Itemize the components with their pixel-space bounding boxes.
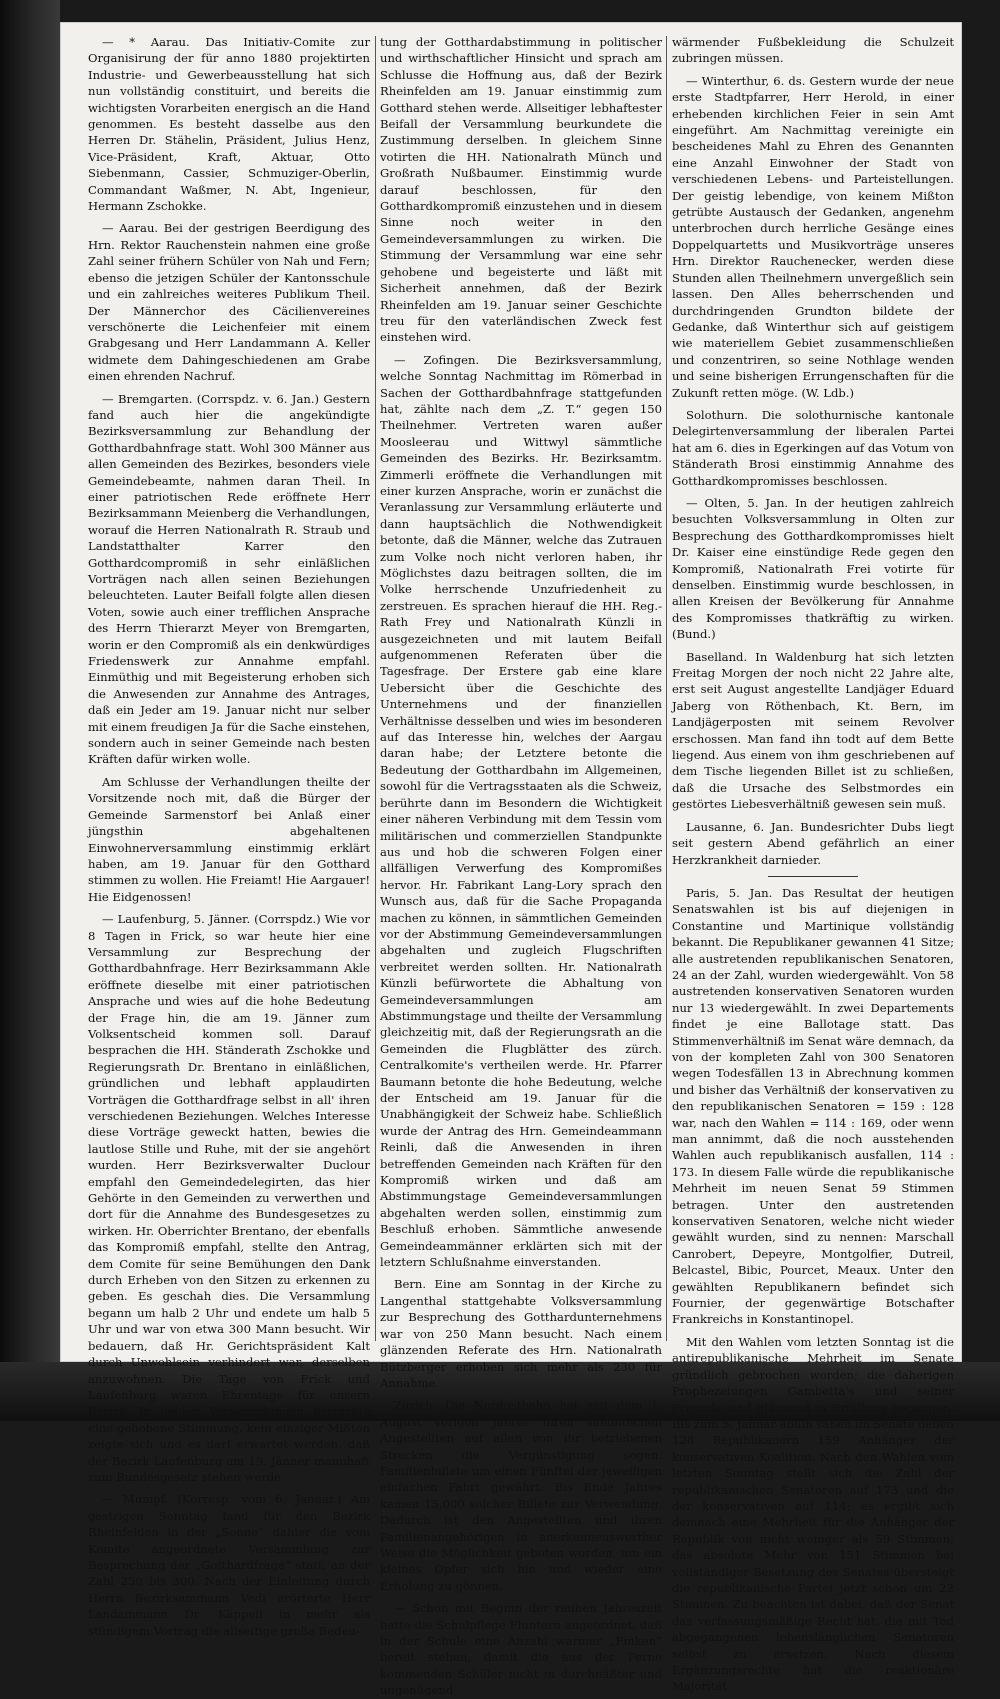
column-3 (672, 34, 954, 1694)
article-olten: — Olten, 5. Jan. In der heutigen zahlreich besuchten Volksversammlung in Olten zur Besprechung des Gotthardkompromisses hielt Dr. Kaiser eine einstündige Rede gegen den Kompromiß, Nationalrath Frei votirte für denselben. Einstimmig wurde beschlossen, in allen Kreisen der Bevölkerung für Annahme des Kompromisses thatkräftig zu wirken. (Bund.) (672, 495, 954, 642)
article-paris: Paris, 5. Jan. Das Resultat der heutigen Senatswahlen ist bis auf diejenigen in Constantine und Martinique vollständig bekannt. Die Republikaner gewannen 41 Sitze; alle austretenden republikanischen Senatoren, 24 an der Zahl, wurden wiedergewählt. Von 58 austretenden konservativen Senatoren wurden nur 13 wiedergewählt. In zwei Departements findet je eine Ballotage statt. Das Stimmenverhältniß im Senat wäre demnach, da von der kompleten Zahl von 300 Senatoren wegen Todesfällen 13 in Abrechnung kommen und bisher das Verhältniß der konservativen zu den republikanischen Senatoren = 159 : 128 war, nach den Wahlen = 114 : 169, oder wenn man annimmt, daß die noch ausstehenden Wahlen auch republikanisch ausfallen, 114 : 173. In diesem Falle würde die republikanische Mehrheit im neuen Senat 59 Stimmen betragen. Unter den austretenden konservativen Senatoren, welche nicht wieder gewählt wurden, sind zu nennen: Marschall Canrobert, Depeyre, Montgolfier, Dutreil, Belcastel, Bibic, Pourcet, Meaux. Unter den gewählten Republikanern befindet sich Fournier, der gegenwärtige Botschafter Frankreichs in Konstantinopel. (672, 885, 954, 1327)
article-bern: Bern. Eine am Sonntag in der Kirche zu Langenthal stattgehabte Volksversammlung zur Besprechung des Gotthardunternehmens war von 250 Mann besucht. Nach einem glänzenden Referate des Hrn. Nationalrath Bützberger erhoben sich mehr als 230 für Annahme. (380, 1277, 662, 1390)
article-fluntern-continued: wärmender Fußbekleidung die Schulzeit zubringen müssen. (672, 35, 954, 66)
article-mumpf-continued: tung der Gotthardabstimmung in politischer und wirthschaftlicher Hinsicht und sprach am Schlusse die Hoffnung aus, daß der Bezirk Rheinfelden am 19. Januar einstimmig zum Gotthard stehen werde. Allseitiger lebhaftester Beifall der Versammlung beurkundete die Zustimmung derselben. In gleichem Sinne votirten die HH. Nationalrath Münch und Großrath Nußbaumer. Einstimmig wurde darauf beschlossen, für den Gotthardkompromiß einzustehen und in diesem Sinne noch weiter in den Gemeindeversammlungen zu wirken. Die Stimmung der Versammlung war eine sehr gehobene und begeisterte und läßt mit Sicherheit annehmen, daß der Bezirk Rheinfelden am 19. Januar seiner Geschichte treu für den vaterländischen Zweck fest einstehen wird. (380, 35, 662, 345)
article-aarau-beerdigung: — Aarau. Bei der gestrigen Beerdigung des Hrn. Rektor Rauchenstein nahmen eine große Zahl seiner frühern Schüler von Nah und Fern; ebenso die jetzigen Schüler der Kantonsschule und ein zahlreiches weiteres Publikum Theil. Der Männerchor des Cäcilienvereines verschönerte die Leichenfeier mit einem Grabgesang und Herr Landammann A. Keller widmete dem Dahingeschiedenen am Grabe einen ehrenden Nachruf. (88, 221, 370, 384)
column-rule-2 (666, 36, 667, 1341)
article-paris-senat: Mit den Wahlen vom letzten Sonntag ist die antirepublikanische Mehrheit im Senate gründlich gebrochen worden; die daherigen Prophezeiungen Gambetta's und seiner Freunde sind glänzend in Erfüllung gegangen. Bis zum 5. Januar abhin saßen im Senate neben 128 Republikanern 159 Anhänger der konservativen Koalition. Nach den Wahlen vom letzten Sonntag stellt sich die Zahl der republikanischen Senatoren auf 173 und die der konservativen auf 114; es ergibt sich demnach eine Mehrheit für die Anhänger der Republik von nicht weniger als 59 Stimmen; das absolute Mehr von 151 Stimmen bei vollständiger Besetzung des Senates übersteigt die republikanische Partei jetzt schon um 22 Stimmen. Zu beachten ist dabei, daß der Senat das verfassungsmäßige Recht hat, die mit Tod abgegangenen lebenslänglichen Senatoren selbst zu ersetzen. Nach diesem Ergänzungsrechte hat die reaktionäre Majorität (672, 1334, 954, 1694)
article-aarau-ausstellung: — * Aarau. Das Initiativ-Comite zur Organisirung der für anno 1880 projektirten Industrie- und Gewerbeausstellung hat sich nun vollständig constituirt, und bereits die wichtigsten Vorarbeiten energisch an die Hand genommen. Es besteht dasselbe aus den Herren Dr. Stähelin, Präsident, Julius Henz, Vice-Präsident, Kraft, Aktuar, Otto Siebenmann, Cassier, Schmuziger-Oberlin, Commandant Waßmer, N. Abt, Ingenieur, Hermann Zschokke. (88, 35, 370, 214)
column-1 (88, 34, 370, 1638)
article-laufenburg: — Laufenburg, 5. Jänner. (Corrspdz.) Wie vor 8 Tagen in Frick, so war heute hier eine Versammlung zur Besprechung der Gotthardbahnfrage. Herr Bezirksammann Akle eröffnete dieselbe mit einer patriotischen Ansprache und wies auf die hohe Bedeutung der Frage hin, die am 19. Jänner zum Volksentscheid kommen soll. Darauf besprachen die HH. Ständerath Zschokke und Regierungsrath Dr. Brentano in einläßlichen, gründlichen und lebhaft applaudirten Vorträgen die Gotthardfrage selbst in all' ihren verschiedenen Beziehungen. Welches Interesse diese Vorträge geweckt hatten, bewies die lautlose Stille und Ruhe, mit der sie angehört wurden. Herr Bezirksverwalter Duclour empfahl den Gemeindedelegirten, das hier Gehörte in den Gemeinden zu verwerthen und dort für die Annahme des Bundesgesetzes zu wirken. Hr. Oberrichter Brentano, der ebenfalls das Kompromiß empfahl, stellte den Antrag, dem Comite für seine Bemühungen den Dank durch Erheben von den Sitzen zu erkennen zu geben. Es geschah dies. Die Versammlung begann um halb 2 Uhr und endete um halb 5 Uhr und war von etwa 300 Mann besucht. Wir bedauern, daß Hr. Gerichtspräsident Kalt durch Unwohlsein verhindert war, derselben anzuwohnen. Die Tage von Frick und Laufenburg waren Ehrentage für unsern Bezirk. In beiden Versammlungen herrschte eine gehobene Stimmung, kein einziger Mißton zeigte sich und es darf erwartet werden, daß der Bezirk Laufenburg am 19. Jänner mannhaft zum Bundesgesetz stehen werde. (88, 912, 370, 1484)
article-fluntern: — Schon mit Beginn der rauhen Jahreszeit hatte die Schulpflege Fluntern angeordnet, daß in der Schule eine Anzahl warmer „Finken“ bereit stehen, damit die aus der Ferne kommenden Schüler nicht in durchnäßter und ungenügend (380, 1601, 662, 1698)
column-rule-1 (375, 36, 376, 1341)
article-mumpf: — Mumpf. (Korresp. vom 6. Januar.) Am gestrigen Sonntag fand für den Bezirk Rheinfelden in der „Sonne“ dahier die vom Komite angeordnete Versammlung zur Besprechung der „Gotthardfrage“ statt, an der Zahl 250 bis 300. Nach der Einleitung durch Herrn Bezirksammann Vedi erörterte Herr Landammann Dr. Käppeli in mehr als stündigem Vortrag die allseitige große Bedeu- (88, 1492, 370, 1638)
article-zuerich: Zürich. Die Nordostbahn hat seit dem 1. August vorigen Jahres ihren sämmtlichen Angestellten auf allen von ihr betriebenen Strecken die Vergünstigung sogen. Familienbillete um einen Fünftel der jeweiligen einfachen Fahrt gewährt. Bis Ende Jahres kamen 15,000 solcher Billete zur Verwendung. Dadurch ist den Angestellten und ihren Familienangehörigen in anerkennenswerther Weise die Möglichkeit geboten worden, um ein kleines Opfer sich hin und wieder eine Erholung zu gönnen. (380, 1398, 662, 1593)
newspaper-page (60, 22, 962, 1698)
article-solothurn: Solothurn. Die solothurnische kantonale Delegirtenversammlung der liberalen Partei hat am 6. dies in Egerkingen auf das Votum von Ständerath Brosi einstimmig Annahme des Gotthardkompromisses beschlossen. (672, 407, 954, 488)
article-winterthur: — Winterthur, 6. ds. Gestern wurde der neue erste Stadtpfarrer, Herr Herold, in einer erhebenden kirchlichen Feier in sein Amt eingeführt. Am Nachmittag vereinigte ein bescheidenes Mahl zu Ehren des Genannten eine Anzahl Einwohner der Stadt von verschiedenen Lebens- und Parteistellungen. Der geistig lebendige, von keinem Mißton getrübte Austausch der Gedanken, angenehm unterbrochen durch herrliche Gesänge eines Doppelquartetts und Musikvorträge unseres Hrn. Direktor Rauchenecker, werden diese Stunden allen Theilnehmern unvergeßlich sein lassen. Den Alles beherrschenden und durchdringenden Grundton bildete der Gedanke, daß Winterthur sich auf geistigem wie materiellem Gebiet zusammenschließen und conzentriren, so seine Nothlage wenden und seine bisherigen Errungenschaften für die Zukunft retten möge. (W. Ldb.) (672, 73, 954, 400)
article-bremgarten: — Bremgarten. (Corrspdz. v. 6. Jan.) Gestern fand auch hier die angekündigte Bezirksversammlung zur Behandlung der Gotthardbahnfrage statt. Wohl 300 Männer aus allen Gemeinden des Bezirkes, besonders viele Gemeindebeamte, nahmen daran Theil. In einer patriotischen Rede eröffnete Herr Bezirksammann Meienberg die Verhandlungen, worauf die Herren Nationalrath R. Straub und Landstatthalter Karrer den Gotthardcompromiß in sehr einläßlichen Vorträgen nach allen seinen Beziehungen beleuchteten. Lauter Beifall folgte allen diesen Voten, sowie auch einer trefflichen Ansprache des Herrn Thierarzt Meyer von Bremgarten, worin er den Compromiß als ein denkwürdiges Friedenswerk zur Annahme empfahl. Einmüthig und mit Begeisterung erhoben sich die Anwesenden zur Annahme des Antrages, daß ein Jeder am 19. Januar nicht nur selber mit einem freudigen Ja für die Sache einstehen, sondern auch in seiner Gemeinde nach besten Kräften dafür wirken wolle. (88, 391, 370, 767)
column-2 (380, 34, 662, 1698)
article-bremgarten-schluss: Am Schlusse der Verhandlungen theilte der Vorsitzende noch mit, daß die Bürger der Gemeinde Sarmenstorf bei Anlaß einer jüngsthin abgehaltenen Einwohnerversammlung einstimmig erklärt haben, am 19. Januar für den Gotthard stimmen zu wollen. Hie Freiamt! Hie Aargauer! Hie Eidgenossen! (88, 774, 370, 904)
article-baselland: Baselland. In Waldenburg hat sich letzten Freitag Morgen der noch nicht 22 Jahre alte, erst seit August angestellte Landjäger Eduard Jaberg von Röthenbach, Kt. Bern, im Landjägerposten mit seinem Revolver erschossen. Man fand ihn todt auf dem Bette liegend. Aus einem von ihm geschriebenen auf dem Tische liegenden Billet ist zu schließen, daß die Ursache des Selbstmordes ein gestörtes Liebesverhältniß gewesen sein muß. (672, 649, 954, 812)
book-spine (0, 0, 60, 1421)
article-lausanne: Lausanne, 6. Jan. Bundesrichter Dubs liegt seit gestern Abend gefährlich an einer Herzkrankheit darnieder. (672, 819, 954, 867)
article-zofingen: — Zofingen. Die Bezirksversammlung, welche Sonntag Nachmittag im Römerbad in Sachen der Gotthardbahnfrage stattgefunden hat, zählte nach dem „Z. T.“ gegen 150 Theilnehmer. Vertreten waren außer Moosleerau und Wittwyl sämmtliche Gemeinden des Bezirks. Hr. Bezirksamtm. Zimmerli eröffnete die Verhandlungen mit einer kurzen Ansprache, worin er zunächst die Veranlassung zur Versammlung erläuterte und dann hauptsächlich die Nothwendigkeit betonte, daß die Männer, welche das Zutrauen zum Volke noch nicht verloren haben, ihr Möglichstes dazu beitragen sollten, die im Volke herrschende Unzufriedenheit zu zerstreuen. Es sprachen hierauf die HH. Reg.-Rath Frey und Nationalrath Künzli in ausgezeichneten und mit lautem Beifall aufgenommenen Referaten über die Tagesfrage. Der Erstere gab eine klare Uebersicht über die Geschichte des Unternehmens und der finanziellen Verhältnisse desselben und wies im besonderen auf das Interesse hin, welches der Aargau daran habe; der Letztere betonte die Bedeutung der Gotthardbahn im Allgemeinen, sowohl für die Vertragsstaaten als die Schweiz, berührte dann im Besondern die Wichtigkeit einer näheren Verbindung mit dem Tessin vom militärischen und commerziellen Standpunkte aus und hob die schweren Folgen einer allfälligen Verwerfung des Kompromißes hervor. Hr. Fabrikant Lang-Lory sprach den Wunsch aus, daß für die Sache Propaganda machen zu können, in sämmtlichen Gemeinden vor der Abstimmung Gemeindeversammlungen abgehalten und zugleich Flugschriften verbreitet werden sollten. Hr. Nationalrath Künzli befürwortete die Abhaltung von Gemeindeversammlungen am Abstimmungstage und theilte der Versammlung gleichzeitig mit, daß der Regierungsrath an die Gemeinden die Flugblätter des zürch. Centralkomite's vertheilen werde. Hr. Pfarrer Baumann betonte die hohe Bedeutung, welche der Entscheid am 19. Januar für die Unabhängigkeit der Schweiz habe. Schließlich wurde der Antrag des Hrn. Gemeindeammann Reinli, daß die Anwesenden in ihren betreffenden Gemeinden nach Kräften für den Kompromiß wirken und daß am Abstimmungstage Gemeindeversammlungen abgehalten werden sollen, einstimmig zum Beschluß erhoben. Sämmtliche anwesende Gemeindeammänner erklärten sich mit der letztern Schlußnahme einverstanden. (380, 352, 662, 1270)
section-divider (768, 876, 858, 877)
